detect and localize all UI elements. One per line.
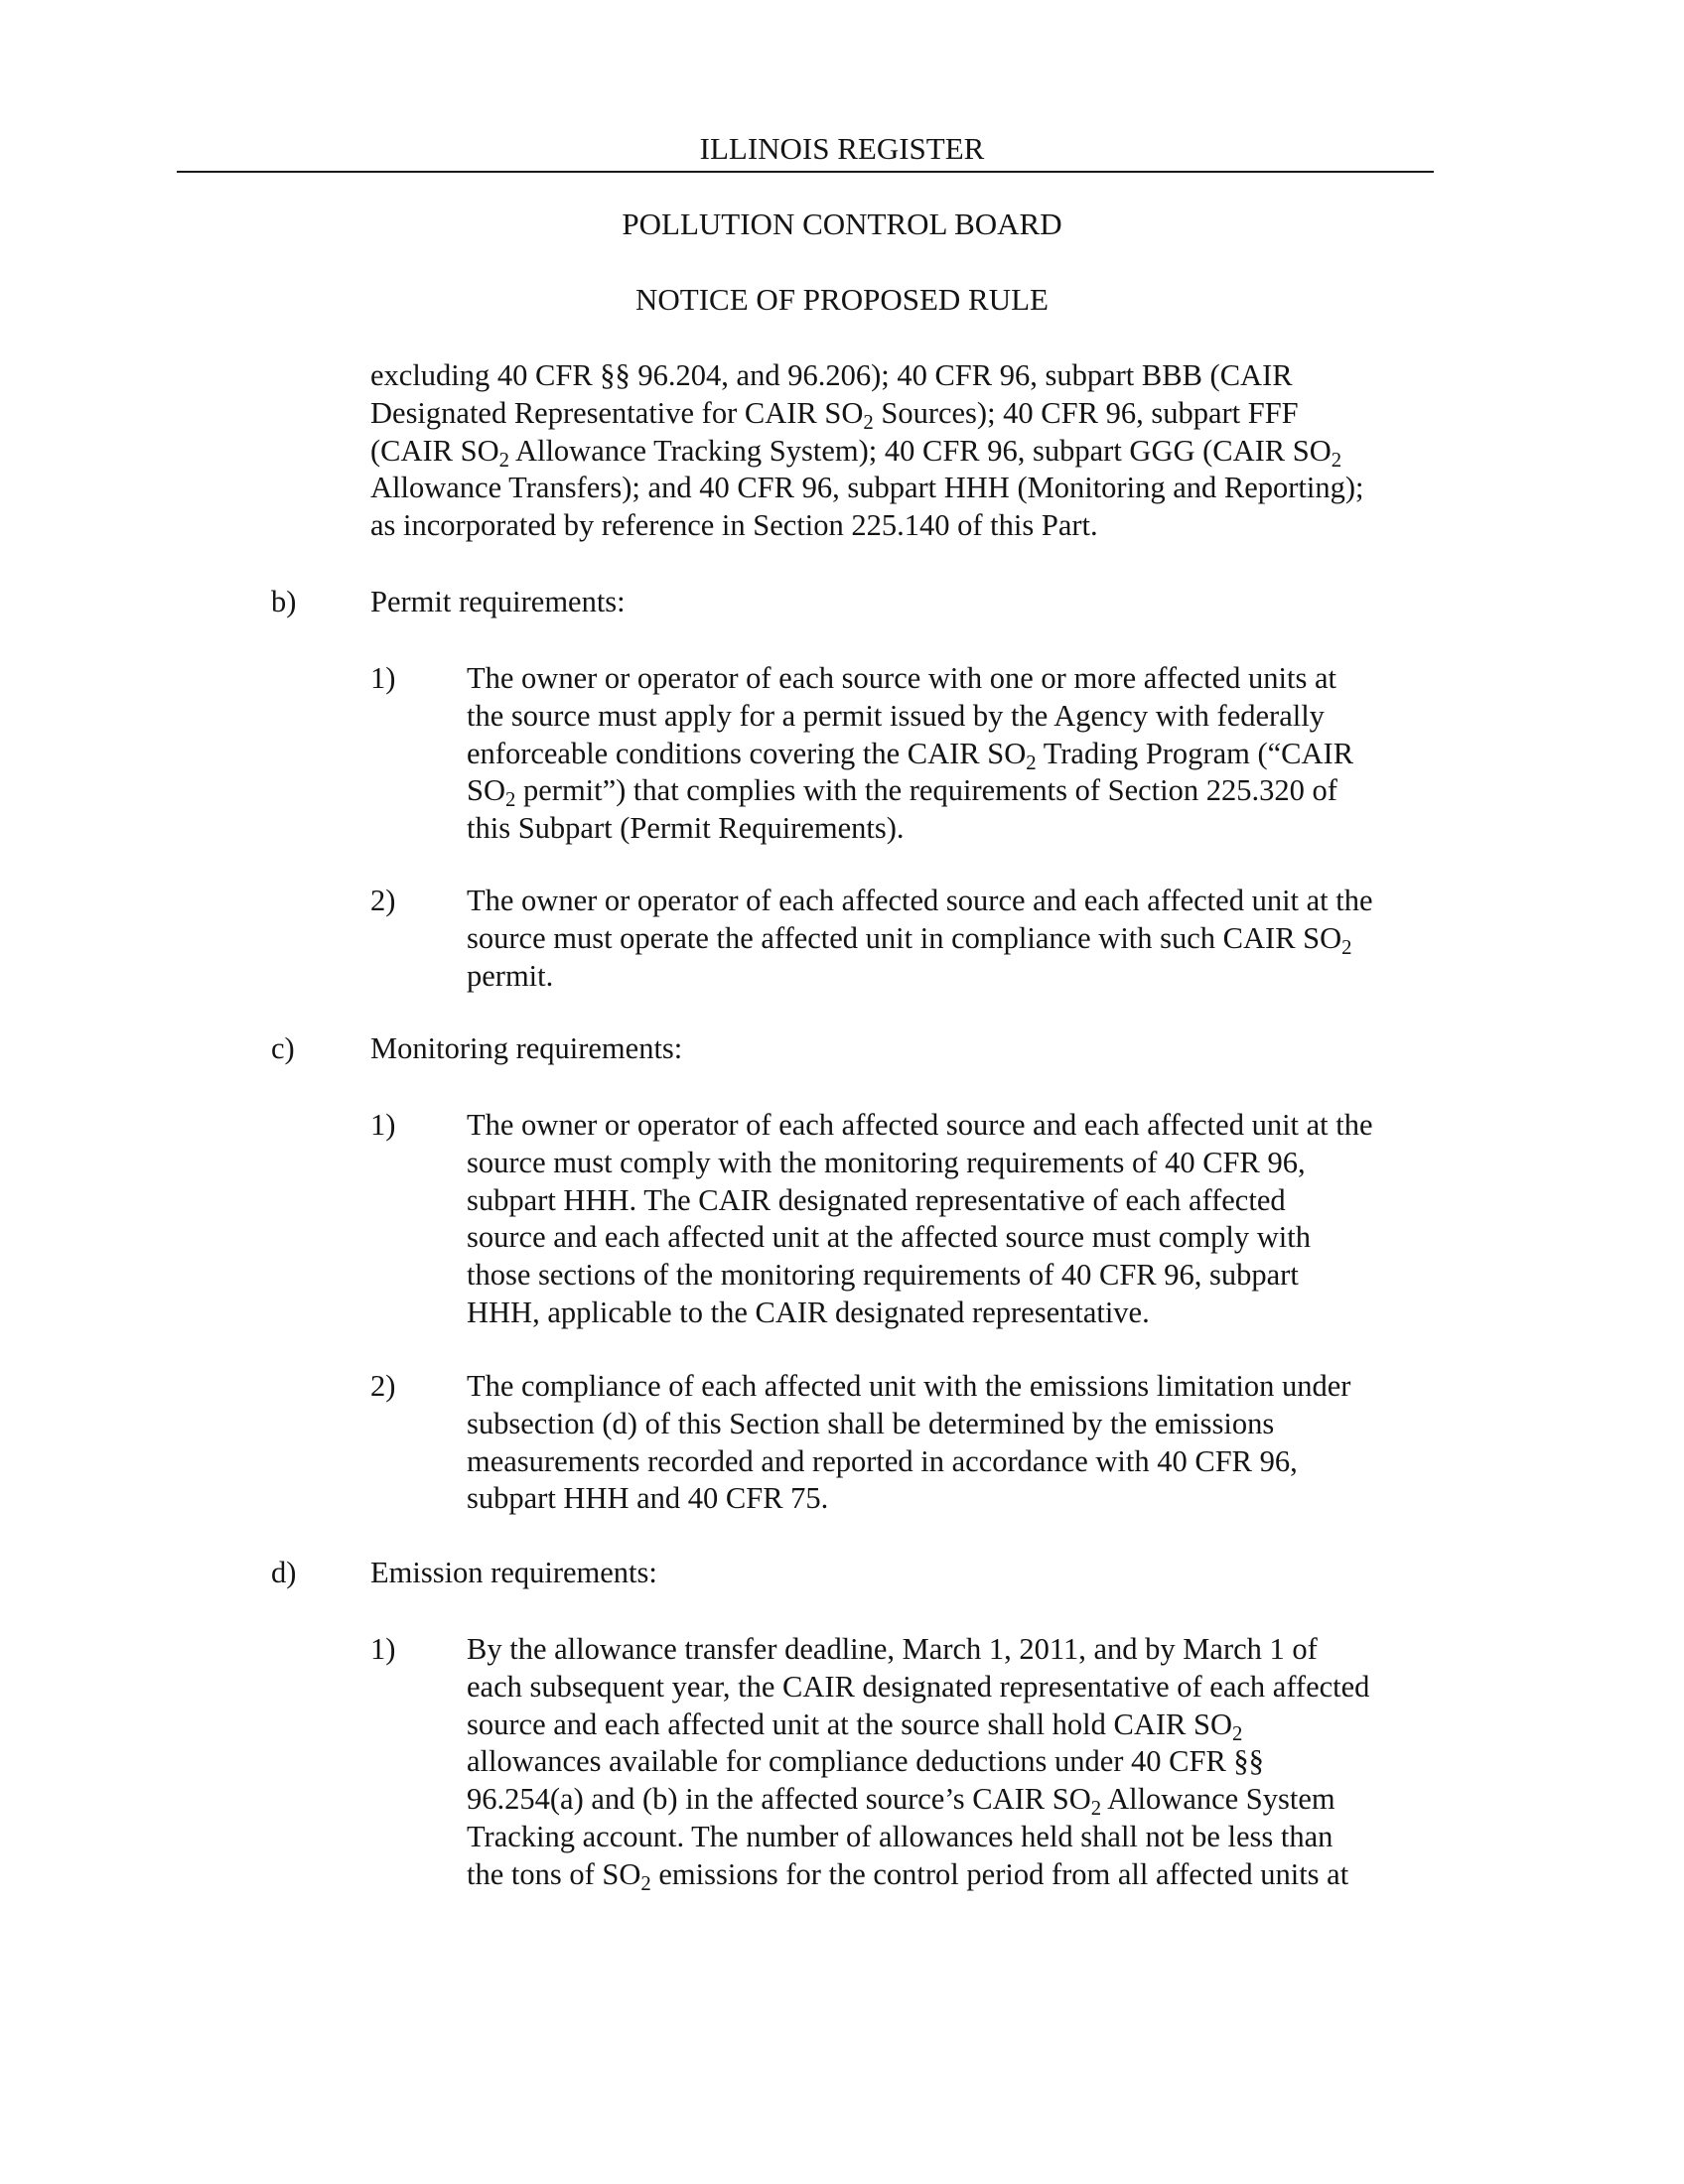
item-paragraph — [467, 883, 1373, 995]
text-line: (CAIR $SO_2$ Allowance Tracking System); 40 CFR 96, subpart GGG (CAIR $SO_2$ — [370, 433, 1342, 472]
text-line: enforceable conditions covering the CAIR $SO_2$ Trading Program (“CAIR — [467, 736, 1354, 774]
text-line: HHH, applicable to the CAIR designated representative. — [467, 1295, 1150, 1329]
section-label: d) — [271, 1556, 297, 1589]
text-line: Tracking account. The number of allowances held shall not be less than — [467, 1819, 1333, 1853]
section-heading: Emission requirements: — [370, 1556, 657, 1589]
text-line: source must operate the affected unit in compliance with such CAIR $SO_2$ — [467, 920, 1352, 959]
text-line: subsection (d) of this Section shall be determined by the emissions — [467, 1406, 1275, 1440]
item-label: 1) — [370, 1108, 396, 1142]
item-label: 2) — [370, 884, 396, 917]
text-line: each subsequent year, the CAIR designated representative of each affected — [467, 1669, 1370, 1704]
item-paragraph — [467, 1107, 1373, 1332]
intro-paragraph — [370, 357, 1363, 545]
item-label: 1) — [370, 1632, 396, 1666]
header-rule — [177, 171, 1434, 173]
item-paragraph — [467, 1368, 1350, 1518]
item-paragraph — [467, 1631, 1369, 1894]
section-label: c) — [271, 1031, 295, 1065]
board-title: POLLUTION CONTROL BOARD — [622, 206, 1062, 241]
item-label: 2) — [370, 1369, 396, 1403]
text-line: source and each affected unit at the affected source must comply with — [467, 1220, 1311, 1255]
text-line: measurements recorded and reported in accordance with 40 CFR 96, — [467, 1443, 1298, 1478]
text-line: 96.254(a) and (b) in the affected source’s CAIR $SO_2$ Allowance System — [467, 1782, 1335, 1820]
section-label: b) — [271, 585, 297, 618]
register-title: ILLINOIS REGISTER — [699, 131, 985, 166]
text-line: The owner or operator of each affected source and each affected unit at the — [467, 884, 1373, 917]
text-line: $SO_2$ permit”) that complies with the requirements of Section 225.320 of — [467, 773, 1337, 812]
item-label: 1) — [370, 661, 396, 695]
text-line: subpart HHH and 40 CFR 75. — [467, 1481, 829, 1516]
section-heading: Monitoring requirements: — [370, 1031, 683, 1065]
text-line: the source must apply for a permit issued by the Agency with federally — [467, 698, 1325, 733]
text-line: allowances available for compliance deductions under 40 CFR §§ — [467, 1744, 1264, 1779]
text-line: subpart HHH. The CAIR designated representative of each affected — [467, 1182, 1286, 1217]
text-line: The compliance of each affected unit with the emissions limitation under — [467, 1369, 1351, 1403]
text-line: Allowance Transfers); and 40 CFR 96, subpart HHH (Monitoring and Reporting); — [370, 471, 1364, 505]
text-line: source and each affected unit at the source shall hold CAIR $SO_2$ — [467, 1706, 1243, 1745]
notice-title: NOTICE OF PROPOSED RULE — [635, 282, 1049, 317]
text-line: this Subpart (Permit Requirements). — [467, 811, 905, 846]
text-line: The owner or operator of each source with one or more affected units at — [467, 661, 1336, 695]
item-paragraph — [467, 660, 1353, 848]
text-line: By the allowance transfer deadline, March 1, 2011, and by March 1 of — [467, 1632, 1318, 1666]
text-line: those sections of the monitoring requirements of 40 CFR 96, subpart — [467, 1258, 1299, 1293]
text-line: The owner or operator of each affected source and each affected unit at the — [467, 1108, 1373, 1142]
section-heading: Permit requirements: — [370, 585, 626, 618]
text-line: permit. — [467, 958, 554, 993]
text-line: as incorporated by reference in Section 225.140 of this Part. — [370, 508, 1098, 543]
text-line: the tons of $SO_2$ emissions for the control period from all affected units at — [467, 1856, 1349, 1895]
text-line: excluding 40 CFR §§ 96.204, and 96.206); 40 CFR 96, subpart BBB (CAIR — [370, 358, 1293, 392]
text-line: source must comply with the monitoring requirements of 40 CFR 96, — [467, 1145, 1306, 1179]
text-line: Designated Representative for CAIR $SO_2$ Sources); 40 CFR 96, subpart FFF — [370, 395, 1299, 434]
